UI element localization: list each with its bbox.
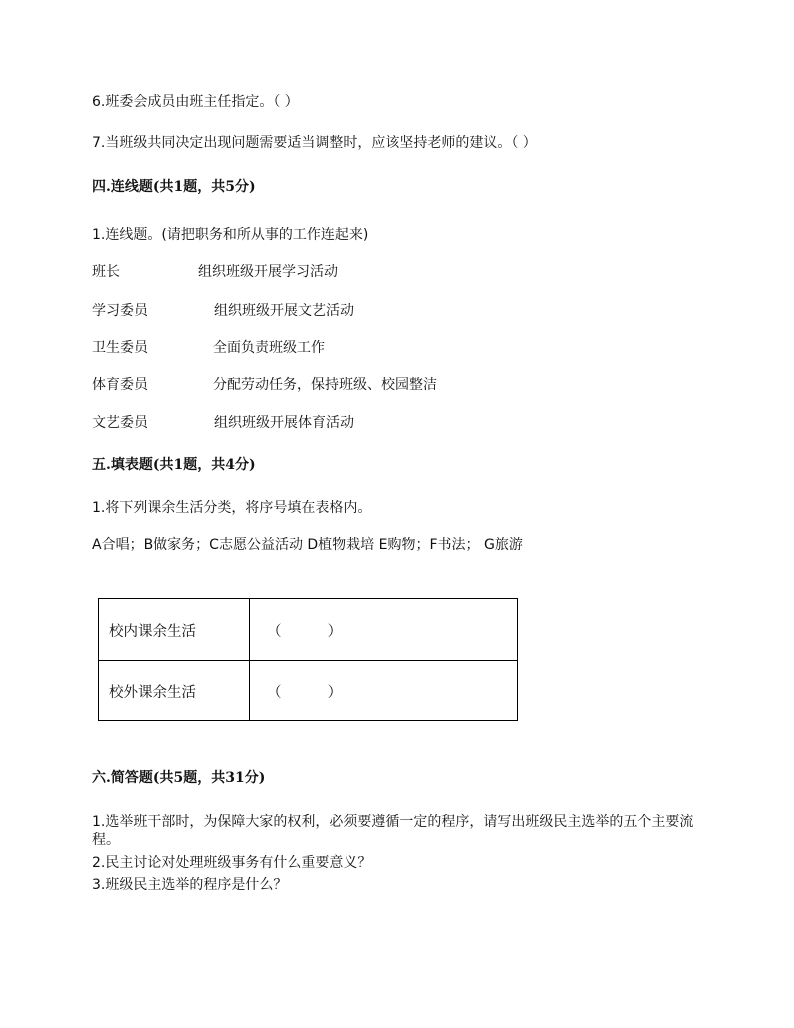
section-4-heading: 四.连线题(共1题，共5分) [92,179,256,195]
section-6-heading: 六.简答题(共5题，共31分) [92,770,266,786]
role-study-committee: 学习委员 [92,303,148,319]
role-art-committee: 文艺委员 [92,415,148,431]
section-5-heading: 五.填表题(共1题，共4分) [92,457,256,473]
judgment-question-7: 7.当班级共同决定出现问题需要适当调整时，应该坚持老师的建议。（ ） [92,135,537,151]
duty-art-activities: 组织班级开展文艺活动 [214,303,354,319]
short-answer-question-1: 1.选举班干部时，为保障大家的权利，必须要遵循一定的程序，请写出班级民主选举的五个主要流程。 [92,814,694,848]
duty-sports-activities: 组织班级开展体育活动 [214,415,354,431]
classification-table [98,598,518,721]
role-hygiene-committee: 卫生委员 [92,340,148,356]
table-row [99,599,517,661]
short-answer-question-3: 3.班级民主选举的程序是什么？ [92,877,288,893]
table-row [99,660,517,721]
row-label-in-school: 校内课余生活 [109,624,196,640]
duty-study-activities: 组织班级开展学习活动 [198,264,338,280]
role-sports-committee: 体育委员 [92,377,148,393]
matching-question: 1.连线题。(请把职务和所从事的工作连起来) [92,227,369,243]
duty-cleaning-tasks: 分配劳动任务，保持班级、校园整洁 [213,377,437,393]
duty-overall-work: 全面负责班级工作 [213,340,325,356]
row-label-out-of-school: 校外课余生活 [109,685,196,701]
role-monitor: 班长 [92,264,120,280]
answer-blank-in-school: （ ） [267,624,343,640]
short-answer-question-2: 2.民主讨论对处理班级事务有什么重要意义？ [92,855,372,871]
answer-blank-out-of-school: （ ） [267,685,343,701]
judgment-question-6: 6.班委会成员由班主任指定。（ ） [92,94,299,110]
fill-table-question: 1.将下列课余生活分类，将序号填在表格内。 [92,500,372,516]
activity-options: A合唱；B做家务；C志愿公益活动 D植物栽培 E购物；F书法； G旅游 [92,537,523,553]
